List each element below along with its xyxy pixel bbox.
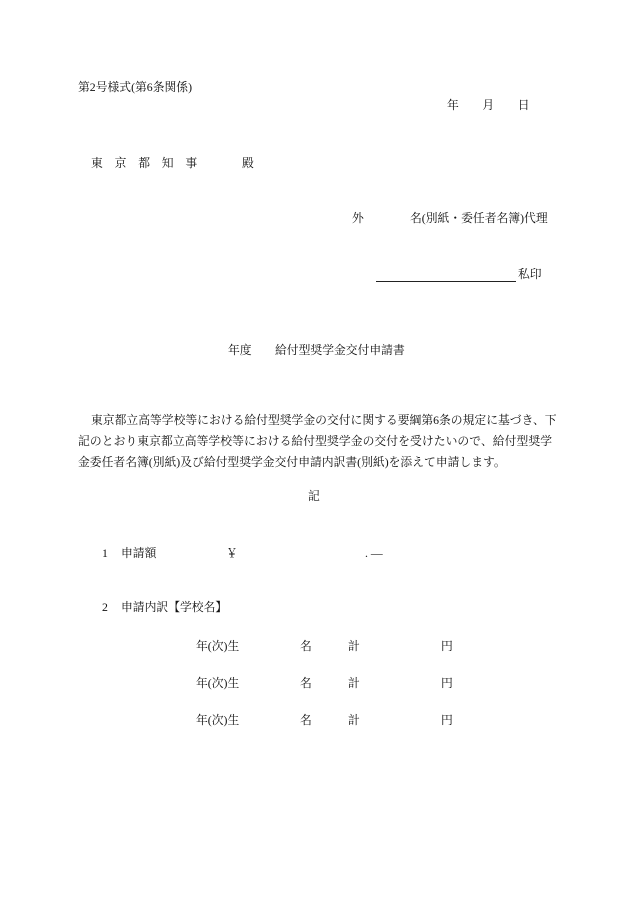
body-line-3: 金委任者名簿(別紙)及び給付型奨学金交付申請内訳書(別紙)を添えて申請します。: [78, 455, 506, 469]
item-2-number: 2: [102, 600, 108, 614]
row-total: 計: [348, 713, 360, 727]
row-total: 計: [348, 676, 360, 690]
item-2-label: 申請内訳【学校名】: [121, 600, 228, 614]
row-grade: 年(次)生: [196, 676, 240, 690]
seal-label: 私印: [518, 267, 542, 281]
title-fiscal-year: 年度: [228, 343, 252, 357]
body-line-1: 東京都立高等学校等における給付型奨学金の交付に関する要綱第6条の規定に基づき、下: [91, 413, 557, 427]
row-count-unit: 名: [300, 639, 312, 653]
item-1-label: 申請額: [121, 546, 157, 560]
yen-sign: ￥: [226, 546, 238, 560]
amount-suffix: . ―: [365, 546, 383, 560]
row-yen: 円: [441, 639, 453, 653]
row-grade: 年(次)生: [196, 713, 240, 727]
row-yen: 円: [441, 676, 453, 690]
item-1-number: 1: [102, 546, 108, 560]
addressee-name: 東 京 都 知 事: [91, 156, 198, 170]
applicant-outside: 外: [352, 211, 364, 225]
ki-heading: 記: [308, 489, 320, 503]
document-title: 給付型奨学金交付申請書: [275, 343, 405, 357]
addressee-honorific: 殿: [242, 156, 254, 170]
row-total: 計: [348, 639, 360, 653]
row-count-unit: 名: [300, 713, 312, 727]
row-grade: 年(次)生: [196, 639, 240, 653]
row-count-unit: 名: [300, 676, 312, 690]
form-number: 第2号様式(第6条関係): [78, 80, 193, 94]
body-line-2: 記のとおり東京都立高等学校等における給付型奨学金の交付を受けたいので、給付型奨学: [78, 434, 552, 448]
row-yen: 円: [441, 713, 453, 727]
signature-line: [376, 281, 516, 282]
applicant-name-note: 名(別紙・委任者名簿)代理: [410, 211, 548, 225]
date-line: 年 月 日: [447, 98, 530, 112]
